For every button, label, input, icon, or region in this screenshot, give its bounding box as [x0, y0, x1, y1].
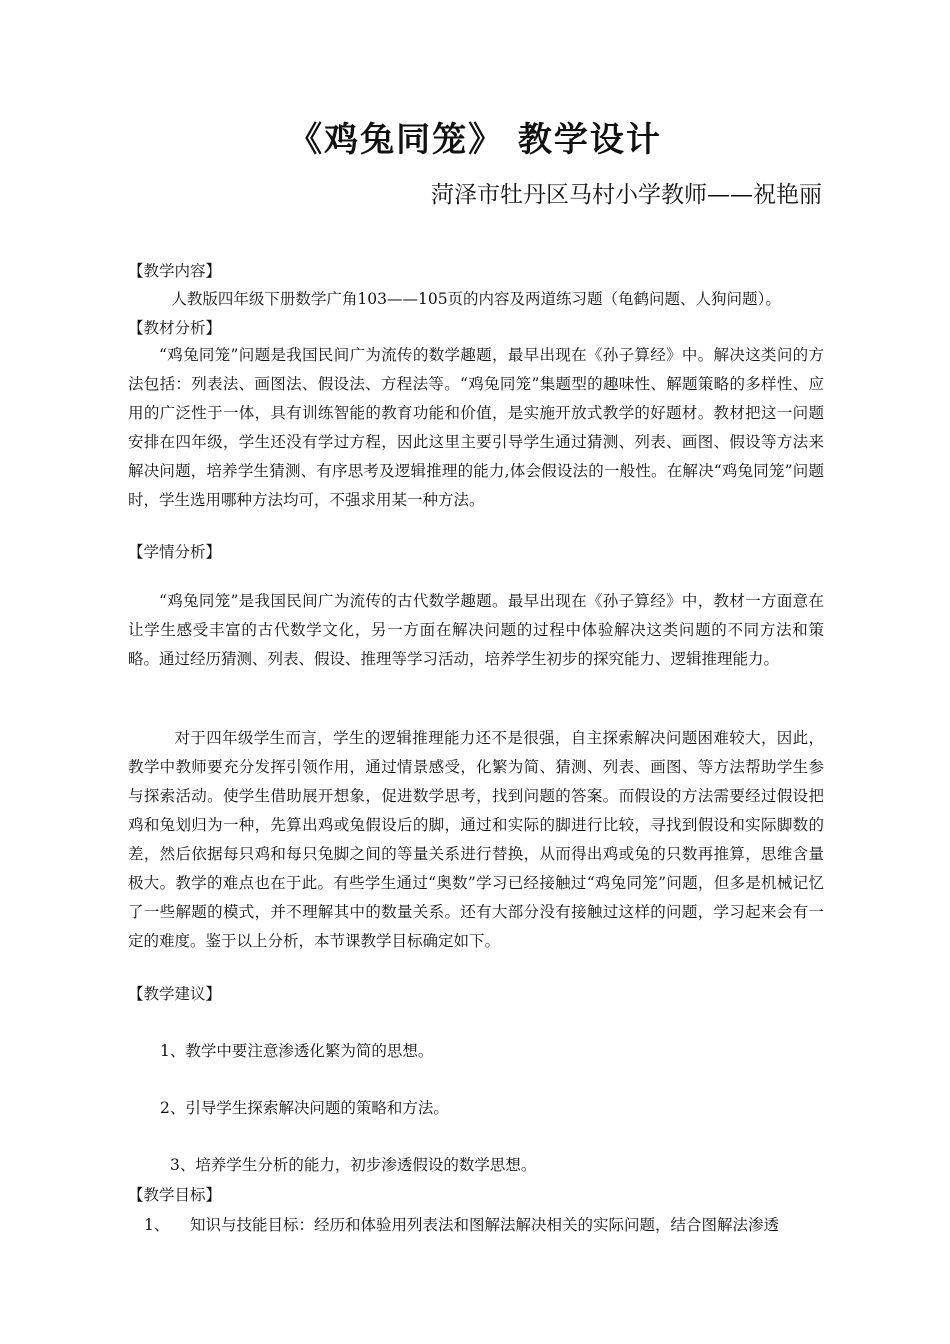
section-heading-material: 【教材分析】 — [128, 319, 222, 337]
section-heading-content: 【教学内容】 — [128, 262, 222, 280]
content-paragraph — [128, 285, 848, 314]
goal-item-1-text: 知识与技能目标：经历和体验用列表法和图解法解决相关的实际问题，结合图解法渗透 — [190, 1216, 780, 1234]
goal-item-1 — [144, 1213, 779, 1235]
student-paragraph-1 — [128, 587, 824, 674]
student-text-2: 对于四年级学生而言，学生的逻辑推理能力还不是很强，自主探索解决问题困难较大，因此，教学中教师要充分发挥引领作用，通过情景感受，化繁为简、猜测、列表、画图、等方法帮助学生参与探索活动。使学生借助展开想象，促进数学思考，找到问题的答案。而假设的方法需要经过假设把鸡和兔划归为一种，先算出鸡或兔假设后的脚，通过和实际的脚进行比较，寻找到假设和实际脚数的差，然后依据每只鸡和每只兔脚之间的等量关系进行替换，从而得出鸡或兔的只数再推算，思维含量极大。教学的难点也在于此。有些学生通过“奥数”学习已经接触过“鸡兔同笼”问题，但多是机械记忆了一些解题的模式，并不理解其中的数量关系。还有大部分没有接触过这样的问题，学习起来会有一定的难度。鉴于以上分析，本节课教学目标确定如下。 — [128, 729, 824, 950]
section-heading-suggest: 【教学建议】 — [128, 985, 222, 1003]
document-subtitle: 菏泽市牡丹区马村小学教师——祝艳丽 — [431, 182, 822, 208]
student-text-1: “鸡兔同笼”是我国民间广为流传的古代数学趣题。最早出现在《孙子算经》中，教材一方面意在让学生感受丰富的古代数学文化，另一方面在解决问题的过程中体验解决这类问题的不同方法和策略。通过经历猜测、列表、假设、推理等学习活动，培养学生初步的探究能力、逻辑推理能力。 — [128, 592, 824, 668]
goal-item-1-number: 1、 — [144, 1216, 170, 1234]
section-heading-student: 【学情分析】 — [128, 543, 222, 561]
material-text: “鸡兔同笼”问题是我国民间广为流传的数学趣题，最早出现在《孙子算经》中。解决这类问的方法包括：列表法、画图法、假设法、方程法等。“鸡兔同笼”集题型的趣味性、解题策略的多样性、应用的广泛性于一体，具有训练智能的教育功能和价值，是实施开放式教学的好题材。教材把这一问题安排在四年级，学生还没有学过方程，因此这里主要引导学生通过猜测、列表、画图、假设等方法来解决问题，培养学生猜测、有序思考及逻辑推理的能力,体会假设法的一般性。在解决“鸡兔同笼”问题时，学生选用哪种方法均可，不强求用某一种方法。 — [128, 346, 824, 509]
content-text: 人教版四年级下册数学广角103——105页的内容及两道练习题（龟鹤问题、人狗问题）。 — [171, 290, 781, 308]
suggest-item-1: 1、教学中要注意渗透化繁为简的思想。 — [160, 1042, 434, 1060]
suggest-item-3: 3、培养学生分析的能力，初步渗透假设的数学思想。 — [170, 1156, 537, 1174]
suggest-item-2: 2、引导学生探索解决问题的策略和方法。 — [160, 1099, 449, 1117]
section-heading-goal: 【教学目标】 — [128, 1186, 222, 1204]
document-title: 《鸡兔同笼》 教学设计 — [288, 120, 662, 160]
material-paragraph — [128, 341, 824, 515]
student-paragraph-2 — [128, 724, 824, 956]
